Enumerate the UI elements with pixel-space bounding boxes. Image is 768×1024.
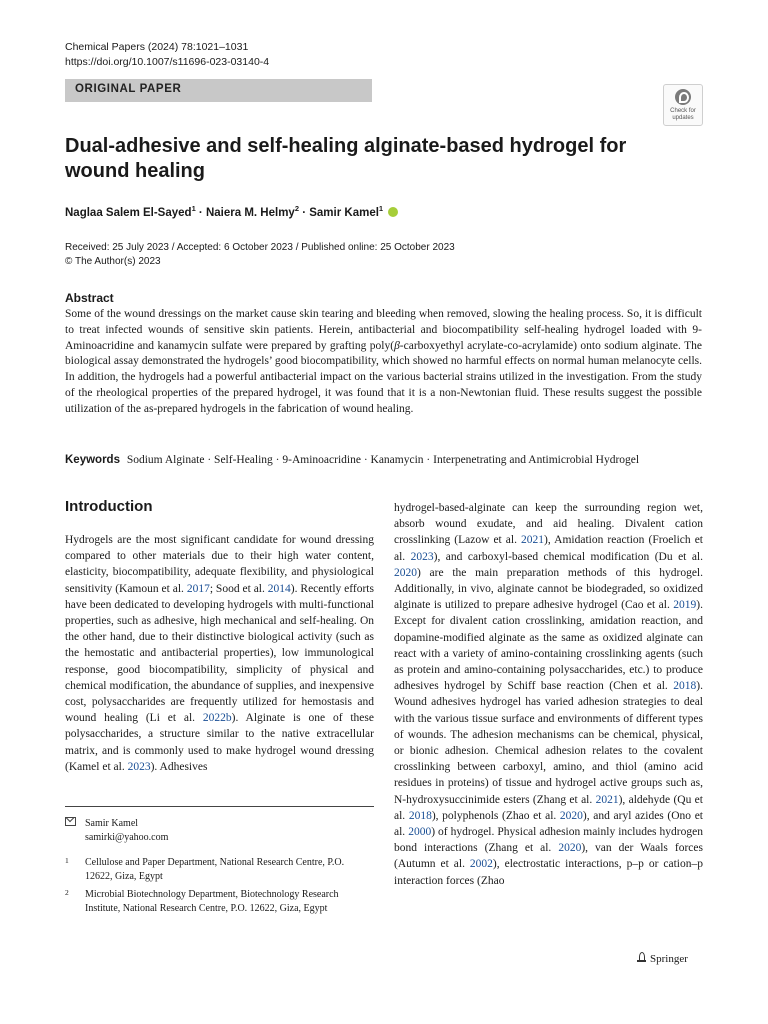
affiliation-number: 2 bbox=[65, 888, 69, 897]
intro-text: ), Amidation reaction (Froelich et al. bbox=[394, 534, 703, 563]
citation-link[interactable]: 2023 bbox=[410, 550, 434, 563]
doi-link[interactable]: https://doi.org/10.1007/s11696-023-03140-4 bbox=[65, 56, 270, 68]
keywords-line bbox=[65, 454, 705, 466]
intro-text: Hydrogels are the most significant candidate for wound dressing compared to other materials due to their high water content, elasticity, biocompatibility, adequate flexibility, and physiological sensitivity (Kamoun et al. bbox=[65, 534, 374, 595]
citation-link[interactable]: 2019 bbox=[673, 599, 697, 612]
publication-dates: Received: 25 July 2023 / Accepted: 6 October 2023 / Published online: 25 October 2023 bbox=[65, 242, 455, 253]
citation-link[interactable]: 2000 bbox=[408, 826, 432, 839]
intro-text: ), and carboxyl-based chemical modification (Du et al. bbox=[433, 550, 703, 563]
intro-text: ), polyphenols (Zhao et al. bbox=[431, 809, 560, 822]
intro-text: ), aldehyde (Qu et al. bbox=[394, 793, 703, 822]
introduction-right-column bbox=[394, 500, 703, 889]
corresponding-author-name: Samir Kamel bbox=[85, 818, 139, 829]
introduction-left-column bbox=[65, 532, 374, 775]
intro-text: hydrogel-based-alginate can keep the surrounding region wet, absorb wound exudate, and aid healing. Divalent cation crosslinking (Lazow et al. bbox=[394, 502, 703, 547]
corresponding-author-email[interactable]: samirki@yahoo.com bbox=[85, 832, 169, 843]
citation-link[interactable]: 2020 bbox=[558, 842, 582, 855]
author-list: Naglaa Salem El-Sayed$^1$ · Naiera M. Helmy$^2$ · Samir Kamel$^1$ bbox=[65, 204, 398, 219]
intro-text: ). Alginate is one of these polysaccharides, a structure similar to the native extracellular matrix, and is commonly used to make hydrogel wound dressing (Kamel et al. bbox=[65, 712, 374, 773]
dates-block bbox=[65, 241, 455, 268]
citation-link[interactable]: 2021 bbox=[521, 534, 545, 547]
citation-link[interactable]: 2018 bbox=[673, 680, 697, 693]
intro-text: ). Except for divalent cation crosslinking, amidation reaction, and dopamine-modified alginate as the same as oxidized alginate can react with a variety of amino-containing crosslinking agents (such as protein and amino-containing polysaccharides, etc.) to produce adhesives hydrogel by Schiff base reaction (Chen et al. bbox=[394, 599, 703, 693]
intro-text: ) of hydrogel. Physical adhesion mainly includes hydrogen bond interactions (Zhang et al. bbox=[394, 826, 703, 855]
springer-horse-icon bbox=[637, 952, 646, 963]
author-affiliation-mark: 1 bbox=[191, 204, 196, 213]
citation-link[interactable]: 2002 bbox=[469, 858, 493, 871]
intro-text: ), electrostatic interactions, p–p or cation–p interaction forces (Zhao bbox=[394, 858, 703, 887]
affiliation-text: Cellulose and Paper Department, National Research Centre, P.O. 12622, Giza, Egypt bbox=[85, 857, 345, 882]
check-updates-icon bbox=[675, 89, 691, 105]
check-for-updates-badge[interactable] bbox=[663, 84, 703, 126]
publisher-mark bbox=[637, 952, 688, 965]
abstract-text-part: -carboxyethyl acrylate-co-acrylamide) onto sodium alginate. The biological assay demonstrated the hydrogels’ good biocompatibility, which showed no harmful effects on normal human melanocyte cells. In addition, the hydrogels had a powerful antibacterial impact on the various bacterial strains utilized in the investigation. From the study of the rheological properties of the prepared hydrogel, it was found that it is a non-Newtonian fluid. These results suggest the possible utilization of the as-prepared hydrogels in the fabrication of wound healing. bbox=[65, 339, 702, 415]
citation-link[interactable]: 2023 bbox=[127, 760, 151, 773]
intro-text: ). Wound adhesives hydrogel has varied adhesion strategies to deal with the various tissue surface and environments of different types of wounds. The adhesion mechanisms can be chemical, physical, or bionic adhesion. Chemical adhesion relates to the covalent crosslinking between carboxyl, amino, and thiol (amino acid residues in proteins) of tissue and hydrogel active groups such as, N-hydroxysuccinimide esters (Zhang et al. bbox=[394, 680, 703, 806]
journal-citation: Chemical Papers (2024) 78:1021–1031 bbox=[65, 41, 249, 53]
citation-link[interactable]: 2020 bbox=[394, 566, 417, 579]
citation-link[interactable]: 2017 bbox=[186, 582, 210, 595]
intro-text: ; Sood et al. bbox=[209, 582, 268, 595]
journal-citation-block bbox=[65, 40, 269, 70]
author-name[interactable]: Naglaa Salem El-Sayed bbox=[65, 206, 192, 219]
intro-text: ), van der Waals forces (Autumn et al. bbox=[394, 842, 703, 871]
mail-icon bbox=[65, 817, 76, 826]
author-affiliation-mark: 2 bbox=[294, 204, 299, 213]
affiliation-text: Microbial Biotechnology Department, Biotechnology Research Institute, National Research Centre, P.O. 12622, Giza, Egypt bbox=[85, 889, 339, 914]
citation-link[interactable]: 2018 bbox=[408, 809, 432, 822]
footnote-divider bbox=[65, 806, 374, 807]
affiliation-number: 1 bbox=[65, 856, 69, 865]
copyright-line: © The Author(s) 2023 bbox=[65, 255, 161, 267]
intro-text: ). Recently efforts have been dedicated to developing hydrogels with multi-functional properties, such as adhesive, high mechanical and self-healing. On the other hand, due to their distinctive biological activity (such as the hemostatic and antibacterial properties), low immunological response, good biocompatibility, simplicity of physical and chemical modification, the abundance of supplies, and inexpensive cost, polysaccharides are frequently utilized for hemostasis and wound healing (Li et al. bbox=[65, 582, 374, 725]
keywords-label: Keywords bbox=[65, 454, 120, 466]
author-affiliation-mark: 1 bbox=[378, 204, 384, 213]
keywords-text: Sodium Alginate · Self-Healing · 9-Aminoacridine · Kanamycin · Interpenetrating and Antimicrobial Hydrogel bbox=[126, 454, 640, 466]
abstract-beta-symbol: β bbox=[394, 339, 400, 352]
citation-link[interactable]: 2022b bbox=[202, 712, 232, 725]
correspondence-block bbox=[65, 817, 168, 845]
orcid-icon[interactable] bbox=[388, 207, 398, 217]
section-banner bbox=[65, 79, 372, 102]
introduction-heading: Introduction bbox=[65, 498, 153, 515]
badge-line-1: Check for bbox=[670, 108, 696, 114]
citation-link[interactable]: 2014 bbox=[267, 582, 291, 595]
abstract-text-part: Some of the wound dressings on the market cause skin tearing and bleeding when removed, slowing the healing process. So, it is difficult to treat infected wounds of sensitive skin patients. Herein, antibacterial and biocompatibility self-healing hydrogel loaded with 9-Aminoacridine and kanamycin sulfate were prepared by grafting poly( bbox=[65, 308, 702, 352]
abstract-heading: Abstract bbox=[65, 291, 114, 305]
intro-text: ), and aryl azides (Ono et al. bbox=[394, 809, 704, 839]
intro-text: ) are the main preparation methods of this hydrogel. Additionally, in vivo, alginate cannot be biodegraded, so oxidized alginate is utilized to prepare adhesive hydrogel (Cao et al. bbox=[394, 566, 703, 612]
author-name[interactable]: Samir Kamel bbox=[309, 206, 379, 219]
citation-link[interactable]: 2021 bbox=[595, 793, 619, 806]
publisher-name: Springer bbox=[650, 953, 688, 965]
citation-link[interactable]: 2020 bbox=[559, 809, 583, 822]
affiliation-1 bbox=[65, 856, 365, 884]
badge-line-2: updates bbox=[672, 115, 694, 121]
author-name[interactable]: Naiera M. Helmy bbox=[205, 206, 295, 219]
paper-title: Dual-adhesive and self-healing alginate-based hydrogel for wound healing bbox=[65, 135, 627, 182]
section-label: ORIGINAL PAPER bbox=[75, 83, 182, 95]
abstract-body bbox=[65, 307, 702, 418]
affiliation-2 bbox=[65, 888, 365, 916]
intro-text: ). Adhesives bbox=[150, 760, 208, 773]
